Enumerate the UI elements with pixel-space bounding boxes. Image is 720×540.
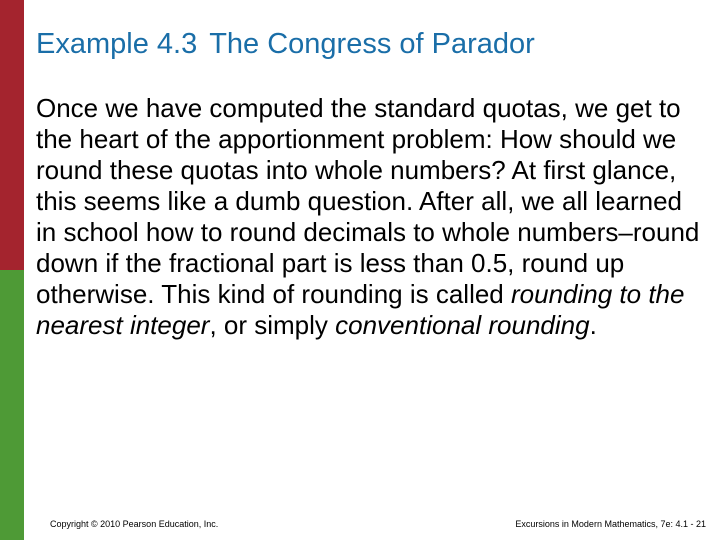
body-paragraph bbox=[36, 93, 706, 341]
title-number: Example 4.3 bbox=[36, 28, 198, 60]
body-text-1: Once we have computed the standard quotas, we get to the heart of the apportionment problem: How should we round these quotas into whole numbers? At first glance, this seems like a dumb question. After all, we all learned in school how to round decimals to whole numbers–round down if the fractional part is less than 0.5, round up otherwise. This kind of rounding is called bbox=[36, 93, 700, 309]
side-bar-top bbox=[0, 0, 24, 270]
body-emphasis-2: conventional rounding bbox=[335, 310, 590, 340]
body-text-3: . bbox=[589, 310, 597, 340]
body-emphasis-1: rounding to the nearest integer bbox=[36, 279, 685, 340]
footer-copyright: Copyright © 2010 Pearson Education, Inc. bbox=[50, 519, 219, 529]
title-text: The Congress of Parador bbox=[209, 28, 535, 60]
footer-source: Excursions in Modern Mathematics, 7e: 4.1 - 21 bbox=[515, 519, 706, 529]
slide-title bbox=[36, 26, 535, 62]
side-bar-bottom bbox=[0, 270, 24, 540]
body-text-2: , or simply bbox=[209, 310, 336, 340]
